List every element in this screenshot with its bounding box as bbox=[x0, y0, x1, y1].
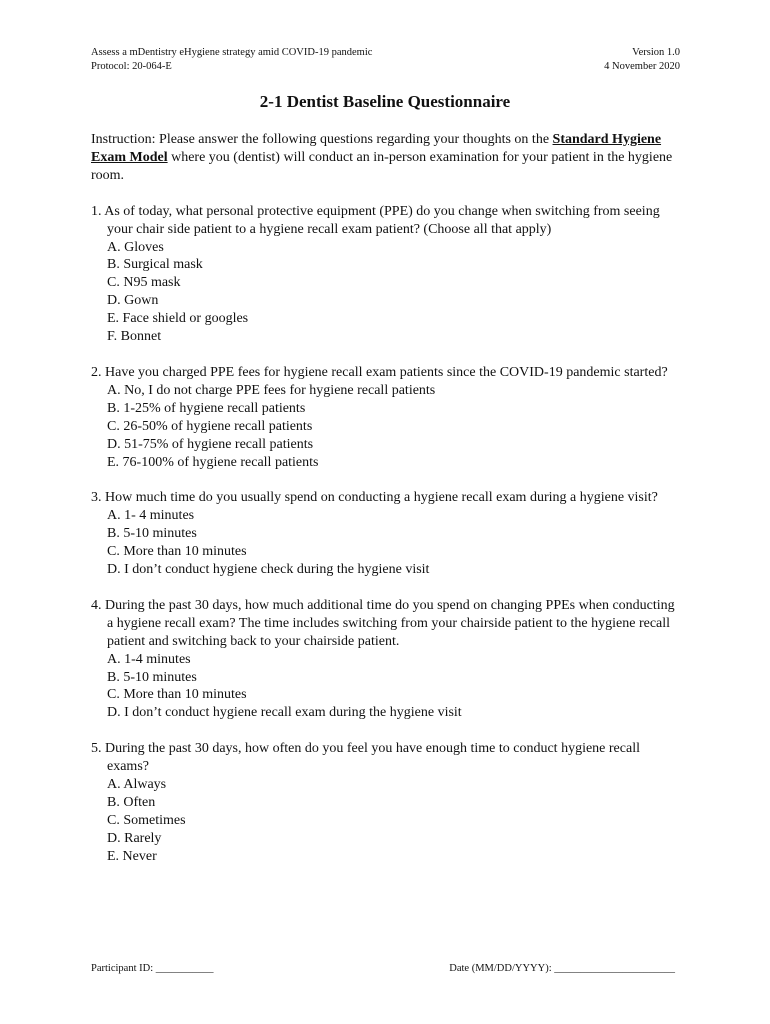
answer-options bbox=[91, 651, 681, 723]
answer-options bbox=[91, 239, 681, 346]
date-field: Date (MM/DD/YYYY): _______________________ bbox=[449, 963, 675, 974]
question-list bbox=[91, 203, 681, 866]
answer-options bbox=[91, 382, 681, 472]
instruction-suffix: where you (dentist) will conduct an in-person examination for your patient in the hygiene room. bbox=[91, 149, 673, 183]
instruction-text bbox=[91, 131, 681, 185]
question-3 bbox=[91, 489, 681, 579]
answer-option: A. Always bbox=[107, 777, 167, 793]
answer-option: E. Face shield or googles bbox=[107, 311, 249, 327]
answer-option: B. Often bbox=[107, 795, 156, 810]
answer-option: A. Gloves bbox=[107, 239, 164, 255]
answer-option: B. Surgical mask bbox=[107, 257, 203, 273]
answer-option: E. Never bbox=[107, 848, 157, 864]
question-text: 3. How much time do you usually spend on conducting a hygiene recall exam during a hygiene visit? bbox=[91, 490, 658, 506]
answer-option: A. No, I do not charge PPE fees for hygiene recall patients bbox=[107, 382, 436, 398]
question-1 bbox=[91, 203, 681, 346]
questionnaire-body bbox=[91, 131, 681, 884]
page-title: 2-1 Dentist Baseline Questionnaire bbox=[259, 92, 511, 111]
question-2 bbox=[91, 364, 681, 471]
answer-option: C. N95 mask bbox=[107, 275, 181, 291]
answer-option: F. Bonnet bbox=[107, 329, 162, 345]
question-text: 2. Have you charged PPE fees for hygiene recall exam patients since the COVID-19 pandemic started? bbox=[91, 364, 668, 380]
answer-options bbox=[91, 507, 681, 579]
answer-option: B. 5-10 minutes bbox=[107, 526, 197, 542]
header-right bbox=[604, 46, 680, 74]
version-label: Version 1.0 bbox=[632, 47, 680, 58]
answer-option: A. 1- 4 minutes bbox=[107, 508, 195, 524]
question-text: 1. As of today, what personal protective equipment (PPE) do you change when switching from seeing your chair side patient to a hygiene recall exam patient? (Choose all that apply) bbox=[91, 203, 660, 237]
question-4 bbox=[91, 597, 681, 722]
question-5 bbox=[91, 740, 681, 865]
instruction-prefix: Instruction: Please answer the following questions regarding your thoughts on the bbox=[91, 132, 553, 147]
answer-option: D. Rarely bbox=[107, 830, 162, 846]
answer-option: D. I don’t conduct hygiene check during the hygiene visit bbox=[107, 562, 430, 578]
answer-option: B. 1-25% of hygiene recall patients bbox=[107, 400, 306, 416]
answer-option: D. I don’t conduct hygiene recall exam during the hygiene visit bbox=[107, 705, 462, 721]
question-text: 4. During the past 30 days, how much additional time do you spend on changing PPEs when conducting a hygiene recall exam? The time includes switching from your chairside patient to the hygiene recall patient and switching back to your chairside patient. bbox=[91, 597, 675, 649]
answer-option: B. 5-10 minutes bbox=[107, 669, 197, 685]
answer-option: C. 26-50% of hygiene recall patients bbox=[107, 418, 313, 434]
question-text: 5. During the past 30 days, how often do you feel you have enough time to conduct hygiene recall exams? bbox=[91, 741, 640, 775]
answer-option: C. Sometimes bbox=[107, 812, 186, 828]
study-title: Assess a mDentistry eHygiene strategy amid COVID-19 pandemic bbox=[91, 47, 373, 58]
protocol-number: Protocol: 20-064-E bbox=[91, 61, 172, 72]
document-date: 4 November 2020 bbox=[604, 61, 680, 72]
answer-option: C. More than 10 minutes bbox=[107, 687, 247, 703]
participant-id-field: Participant ID: ___________ bbox=[91, 963, 214, 974]
header-left bbox=[91, 46, 372, 74]
answer-option: C. More than 10 minutes bbox=[107, 544, 247, 560]
answer-option: E. 76-100% of hygiene recall patients bbox=[107, 454, 319, 470]
answer-options bbox=[91, 776, 681, 866]
answer-option: D. Gown bbox=[107, 293, 159, 309]
answer-option: D. 51-75% of hygiene recall patients bbox=[107, 436, 314, 452]
answer-option: A. 1-4 minutes bbox=[107, 651, 191, 667]
instruction-emphasis: Standard Hygiene Exam Model bbox=[91, 132, 662, 165]
